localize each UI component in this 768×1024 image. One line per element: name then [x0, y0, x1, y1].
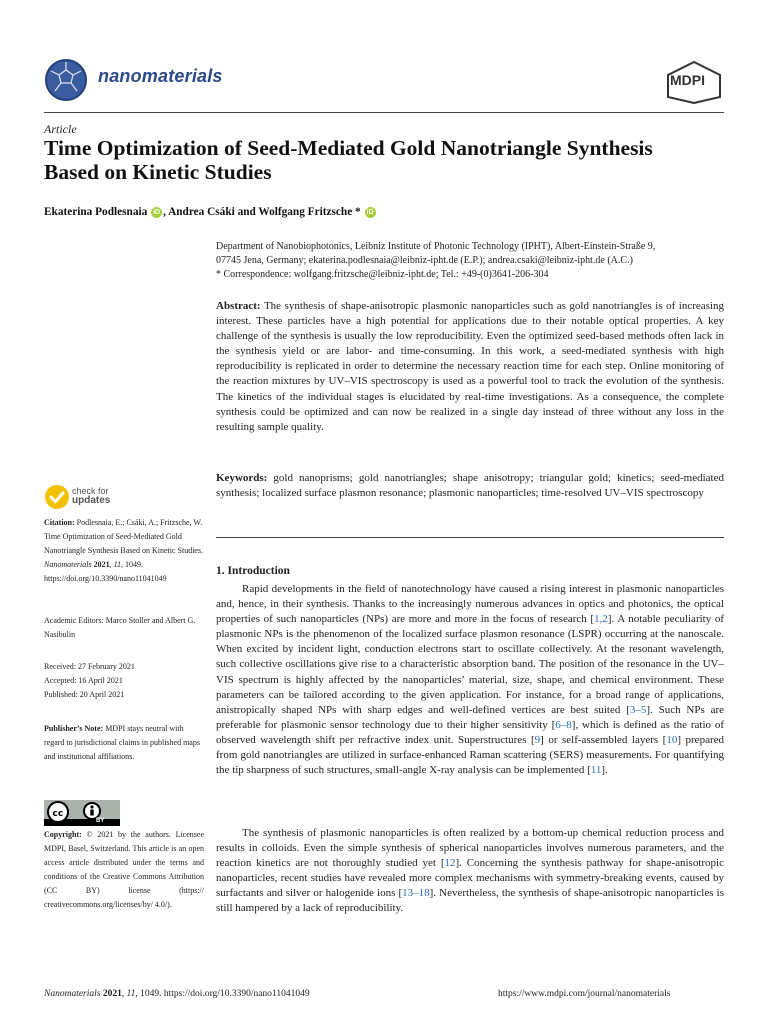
journal-logo-icon [44, 58, 88, 102]
reference-link[interactable]: 10 [666, 733, 678, 746]
publisher-name: MDPI [670, 72, 705, 88]
footer-volume: 11 [126, 989, 136, 999]
journal-name: nanomaterials [98, 66, 223, 86]
citation-doi[interactable]: , 1049. https://doi.org/10.3390/nano11041049 [44, 560, 167, 583]
published-date: Published: 20 April 2021 [44, 690, 125, 699]
footer-url[interactable]: https://www.mdpi.com/journal/nanomaterials [498, 989, 671, 999]
copyright-label: Copyright: [44, 830, 82, 839]
text-run: The synthesis of plasmonic nanoparticles is often realized by a bottom-up chemical reduction process and results in colloids. Even the simple synthesis of spherical nanoparticles involves numerous parameters, and the reaction kinetics are not thoroughly studied yet [ [216, 827, 724, 870]
keywords-text: gold nanoprisms; gold nanotriangles; shape anisotropy; triangular gold; kinetics; seed-mediated synthesis; localized surface plasmon resonance; plasmonic nanoparticles; time-resolved UV–VIS spectroscopy [216, 472, 724, 500]
text-run: ]. Such NPs are preferable for plasmonic sensor technology due to their higher sensitivity [ [216, 703, 724, 731]
text-run: ] or self-assembled layers [ [540, 733, 667, 746]
intro-paragraph [216, 582, 724, 778]
abstract-label: Abstract: [216, 300, 261, 312]
cc-by-label: BY [96, 818, 105, 824]
author-name[interactable]: Ekaterina Podlesnaia [44, 206, 148, 218]
copyright-text: © 2021 by the authors. Licensee MDPI, Basel, Switzerland. This article is an open access article distributed under the terms and conditions of the Creative Commons Attribution (CC BY) license (https:// creativecommons.org/licenses/by/ 4.0/). [44, 830, 205, 909]
dates [44, 660, 204, 702]
article-type: Article [44, 122, 77, 136]
text-run: ]. [601, 764, 608, 777]
check-for-updates-badge[interactable] [44, 484, 164, 514]
keywords-label: Keywords: [216, 472, 268, 484]
affiliation-line: Department of Nanobiophotonics, Leibniz Institute of Photonic Technology (IPHT), Albert-Einstein-Straße 9, [216, 241, 656, 252]
svg-text:cc: cc [52, 809, 64, 819]
reference-link[interactable]: 1,2 [594, 613, 608, 626]
affiliation-line: 07745 Jena, Germany; ekaterina.podlesnaia@leibniz-ipht.de (E.P.); andrea.csaki@leibniz-ipht.de (A.C.) [216, 255, 633, 266]
footer-doi[interactable]: , 1049. https://doi.org/10.3390/nano11041049 [135, 989, 310, 999]
check-updates-line2: updates [72, 495, 111, 506]
reference-link[interactable]: 11 [590, 764, 602, 777]
text-run: ], which is defined as the ratio of observed wavelength shift per refractive index unit. Superstructures [ [216, 718, 725, 746]
text-run: ]. Concerning the synthesis pathway for shape-anisotropic nanoparticles, recent studies have revealed more complex mechanisms with symmetry-breaking events, caused by surfactants and silver or halogenide ions [ [216, 857, 724, 900]
orcid-icon[interactable]: iD [153, 208, 161, 216]
citation-year: 2021 [93, 560, 110, 569]
check-updates-line1: check for [72, 486, 109, 496]
footer-year: 2021 [102, 989, 122, 999]
citation-label: Citation: [44, 518, 75, 527]
page-title: Time Optimization of Seed-Mediated Gold Nanotriangle Synthesis Based on Kinetic Studies [44, 136, 653, 184]
footer-journal: Nanomaterials [44, 989, 101, 999]
received-date: Received: 27 February 2021 [44, 662, 135, 671]
footer-citation: Nanomaterials 2021, 11, 1049. https://doi.org/10.3390/nano11041049 [44, 989, 310, 999]
accepted-date: Accepted: 16 April 2021 [44, 676, 123, 685]
reference-link[interactable]: 9 [534, 733, 541, 746]
affiliation [216, 240, 726, 282]
academic-editors: Academic Editors: Marco Stoller and Albert G. Nasibulin [44, 616, 196, 639]
intro-paragraph [216, 826, 724, 917]
check-updates-icon [44, 484, 70, 510]
reference-link[interactable]: 12 [444, 857, 456, 870]
cc-by-license-badge[interactable] [44, 800, 120, 826]
citation-text: Podlesnaia, E.; Csáki, A.; Fritzsche, W. Time Optimization of Seed-Mediated Gold Nanotriangle Synthesis Based on Kinetic Studies. [44, 518, 204, 555]
header-rule [44, 112, 724, 113]
reference-link[interactable]: 13–18 [402, 887, 430, 900]
keywords [216, 471, 724, 501]
text-run: ]. A notable peculiarity of plasmonic NPs is the phenomenon of the localized surface plasmon resonance (LSPR) occurring at the nanoscale. When excited by incident light, conduction electrons start to oscillate collectively. At the resonant wavelength, such collective oscillations give rise to a characteristic absorption band. The position of the resonance in the UV–VIS spectrum is highly affected by the nanoparticles’ material, size, shape, and chemical environment. These parameters can be tailored according to the given application. For instance, for a broad range of applications, anistropically shaped NPs with sharp edges and well-defined vertices are best suited [ [216, 613, 724, 716]
author-list [44, 206, 377, 218]
author-names-rest[interactable]: , Andrea Csáki and Wolfgang Fritzsche * [163, 206, 361, 218]
cc-by-icon [44, 800, 120, 826]
abstract [216, 299, 724, 435]
citation: Citation: Podlesnaia, E.; Csáki, A.; Fritzsche, W. Time Optimization of Seed-Mediated Gold Nanotriangle Synthesis Based on Kinetic Studies. Nanomaterials 2021, 11, 1049. https://doi.org/10.3390/nano11041049 [44, 518, 204, 583]
text-run: Rapid developments in the field of nanotechnology have caused a rising interest in plasmonic nanoparticles and, hence, in their synthesis. Thanks to the increasingly numerous advances in optics and photonics, the optical properties of such nanoparticles (NPs) are more and more in the focus of research [ [216, 583, 724, 626]
section-heading: 1. Introduction [216, 565, 290, 577]
citation-journal: Nanomaterials [44, 560, 92, 569]
publisher-note-label: Publisher’s Note: [44, 724, 104, 733]
abstract-text: The synthesis of shape-anisotropic plasmonic nanoparticles such as gold nanotriangles is of increasing interest. These particles have a high potential for applications due to their notable optical properties. A key challenge of the synthesis is usually the low reproducibility. Even the optimized seed-based methods often lack in the synthesis yield or are labor- and time-consuming. In this work, a seed-mediated synthesis with high reproducibility is replicated in order to determine the necessary reaction time for each step. Online monitoring of the reaction mixtures by UV–VIS spectroscopy is used as a powerful tool to track the evolution of the synthesis. The kinetics of the individual stages is elucidated by real-time investigations. As a consequence, the complete synthesis could be optimized and can now be realized in a single day instead of three without any loss in the resulting sample quality. [216, 300, 724, 433]
correspondence-line: * Correspondence: wolfgang.fritzsche@leibniz-ipht.de; Tel.: +49-(0)3641-206-304 [216, 269, 549, 280]
reference-link[interactable]: 6–8 [555, 718, 572, 731]
text-run: ]. Nevertheless, the synthesis of shape-anisotropic nanoparticles is still hampered by a lack of reproducibility. [216, 887, 724, 915]
copyright [44, 828, 204, 912]
citation-volume: 11 [113, 560, 121, 569]
publisher-note [44, 722, 204, 764]
section-rule [216, 537, 724, 538]
text-run: ] prepared from gold nanotriangles are utilized in surface-enhanced Raman scattering (SERS) measurements. For quantifying the tip sharpness of such structures, small-angle X-ray analysis can be implemented [ [216, 733, 724, 777]
reference-link[interactable]: 3–5 [629, 703, 647, 716]
orcid-icon[interactable]: iD [366, 208, 374, 216]
publisher-note-text: MDPI stays neutral with regard to jurisdictional claims in published maps and institutional affiliations. [44, 724, 200, 761]
